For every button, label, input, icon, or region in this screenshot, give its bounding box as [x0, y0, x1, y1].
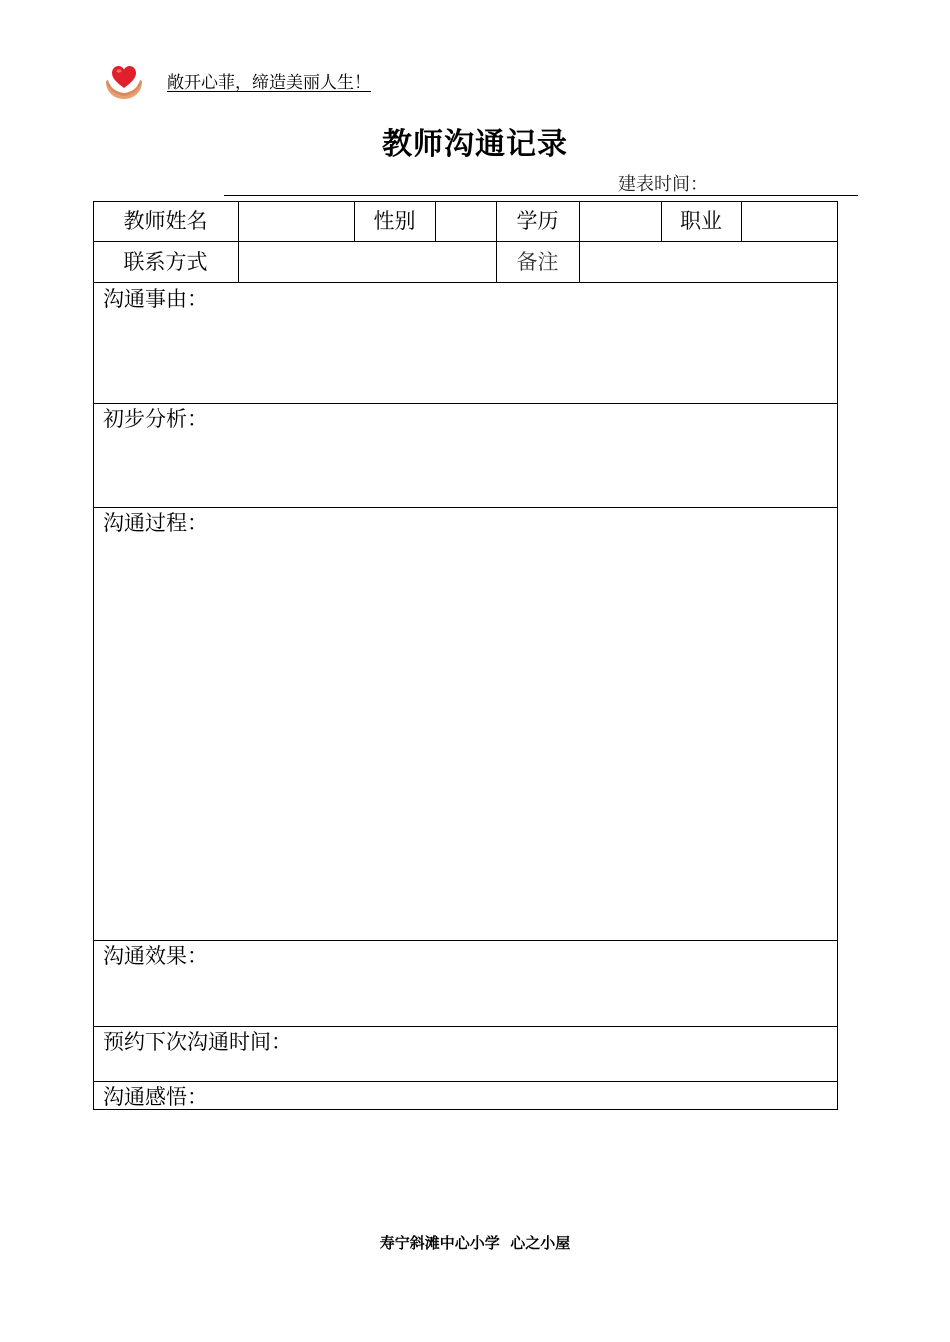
reflection-section-field[interactable] — [94, 1082, 837, 1109]
created-date-label: 建表时间： — [618, 174, 708, 195]
reason-section-label: 沟通事由： — [103, 287, 208, 311]
contact-method-label: 联系方式 — [123, 249, 208, 274]
page-footer: 寿宁斜滩中心小学 心之小屋 — [379, 1234, 571, 1252]
reflection-section-label: 沟通感悟： — [103, 1085, 208, 1109]
analysis-section-field[interactable] — [94, 404, 837, 507]
education-label: 学历 — [516, 209, 559, 233]
gender-label: 性别 — [373, 209, 416, 233]
teacher-name-field[interactable] — [239, 202, 354, 241]
reason-section-field[interactable] — [94, 283, 837, 403]
heart-in-hands-icon — [102, 58, 146, 102]
occupation-field[interactable] — [742, 202, 837, 241]
process-section-field[interactable] — [94, 508, 837, 940]
effect-section-field[interactable] — [94, 941, 837, 1026]
next-time-section-label: 预约下次沟通时间： — [103, 1030, 292, 1054]
process-section-label: 沟通过程： — [103, 511, 208, 535]
created-date-line — [224, 195, 858, 196]
school-logo — [102, 58, 146, 102]
remarks-label: 备注 — [516, 249, 559, 274]
analysis-section-label: 初步分析： — [103, 407, 208, 431]
remarks-field[interactable] — [580, 242, 837, 282]
teacher-name-label: 教师姓名 — [123, 209, 208, 233]
occupation-label: 职业 — [680, 209, 722, 233]
page-title: 教师沟通记录 — [382, 127, 568, 162]
contact-method-field[interactable] — [239, 242, 496, 282]
slogan-text: 敞开心菲，缔造美丽人生！ — [167, 73, 371, 93]
education-field[interactable] — [580, 202, 661, 241]
effect-section-label: 沟通效果： — [103, 944, 208, 968]
next-time-section-field[interactable] — [94, 1027, 837, 1081]
gender-field[interactable] — [436, 202, 496, 241]
